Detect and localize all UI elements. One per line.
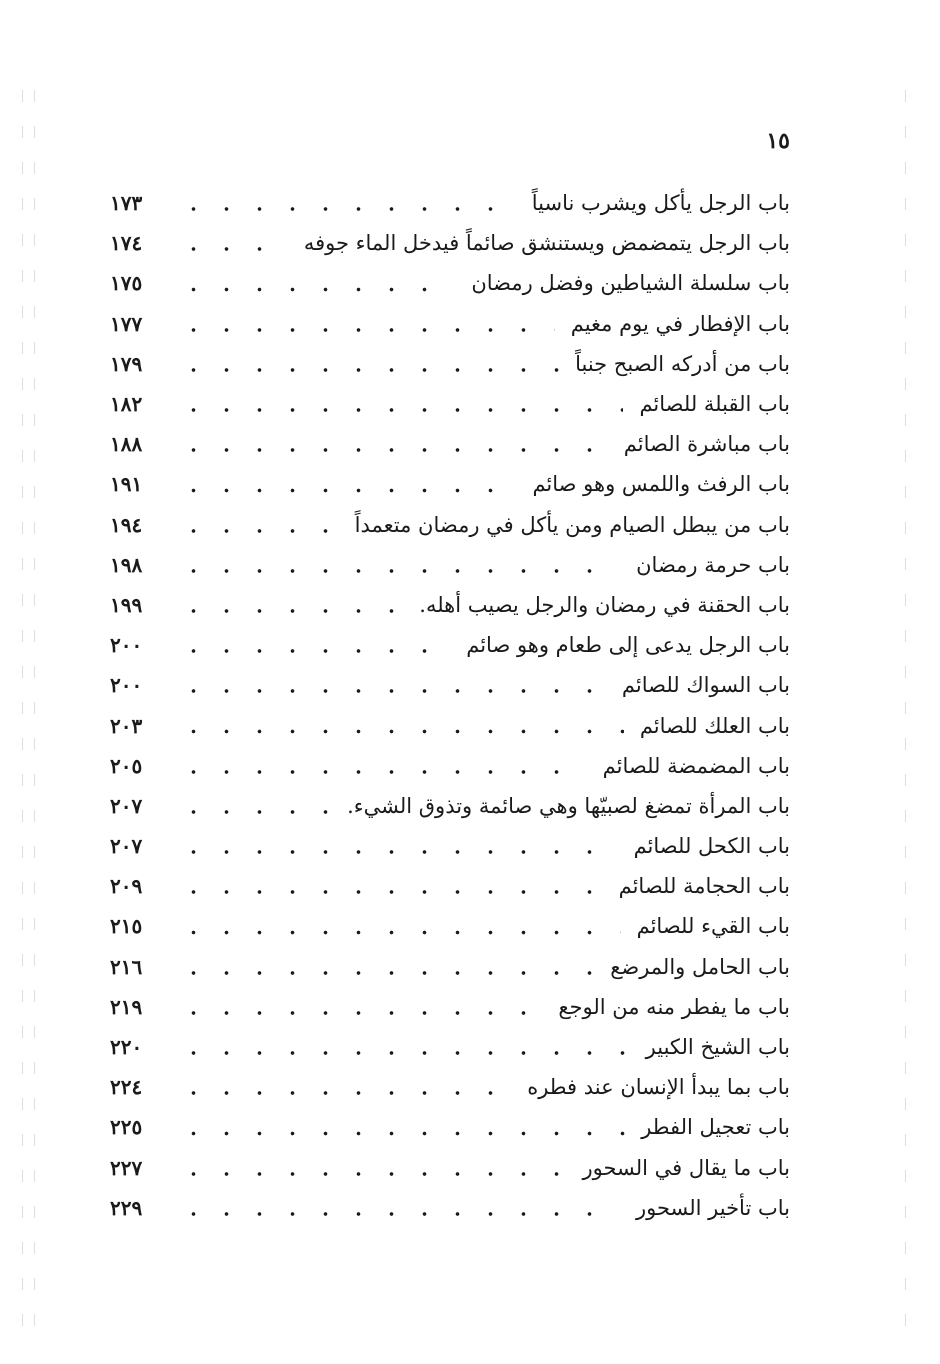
- toc-entry-page-number: ١٩١: [110, 472, 143, 497]
- dot-leader: [177, 545, 620, 585]
- toc-entry-title: باب تأخير السحور: [635, 1195, 790, 1220]
- toc-entry-title: باب الإفطار في يوم مغيم: [570, 311, 790, 336]
- toc-entry-page-number: ٢٠٣: [110, 713, 143, 738]
- dot-leader: [177, 505, 339, 545]
- left-margin-scan-marks: [22, 90, 23, 1330]
- toc-entry-title: باب حرمة رمضان: [636, 552, 790, 577]
- dot-leader: [177, 384, 623, 424]
- toc-entry-title: باب من أدركه الصبح جنباً: [575, 351, 790, 376]
- toc-entry-title: باب القبلة للصائم: [639, 392, 790, 417]
- toc-entry-page-number: ٢٢٠: [110, 1035, 143, 1060]
- dot-leader: [177, 424, 608, 464]
- toc-entry: [110, 705, 790, 745]
- toc-entry-title: باب ما يقال في السحور: [582, 1155, 790, 1180]
- toc-entry-page-number: ١٧٤: [110, 231, 143, 256]
- toc-entry-page-number: ١٧٩: [110, 351, 143, 376]
- dot-leader: [177, 263, 455, 303]
- toc-entry: [110, 947, 790, 987]
- toc-entry-title: باب الرفث واللمس وهو صائم: [532, 472, 790, 497]
- dot-leader: [177, 1027, 630, 1067]
- dot-leader: [177, 906, 621, 946]
- toc-entry: [110, 545, 790, 585]
- toc-entry: [110, 263, 790, 303]
- toc-entry-page-number: ٢١٩: [110, 994, 143, 1019]
- dot-leader: [177, 223, 288, 263]
- dot-leader: [177, 1148, 566, 1188]
- toc-entry: [110, 183, 790, 223]
- toc-entry-title: باب الشيخ الكبير: [645, 1035, 790, 1060]
- toc-entry: [110, 625, 790, 665]
- toc-entry-title: باب القيء للصائم: [636, 914, 790, 939]
- toc-entry-page-number: ٢٠٠: [110, 633, 143, 658]
- dot-leader: [177, 786, 331, 826]
- dot-leader: [177, 947, 594, 987]
- toc-entry-page-number: ٢٢٩: [110, 1195, 143, 1220]
- dot-leader: [177, 705, 624, 745]
- toc-entry-page-number: ١٨٨: [110, 432, 143, 457]
- dot-leader: [177, 866, 603, 906]
- left-margin-scan-marks-2: [34, 90, 35, 1330]
- toc-entry: [110, 505, 790, 545]
- toc-entry-page-number: ١٨٢: [110, 392, 143, 417]
- dot-leader: [177, 304, 555, 344]
- dot-leader: [177, 585, 403, 625]
- toc-entry: [110, 223, 790, 263]
- toc-entry-page-number: ٢٠٥: [110, 753, 143, 778]
- toc-entry-title: باب الكحل للصائم: [633, 834, 790, 859]
- toc-entry-title: باب المضمضة للصائم: [602, 753, 790, 778]
- toc-entry-page-number: ٢٢٧: [110, 1155, 143, 1180]
- toc-entry-title: باب الرجل يأكل ويشرب ناسياً: [531, 191, 790, 216]
- dot-leader: [177, 183, 516, 223]
- toc-entry: [110, 585, 790, 625]
- toc-entry-page-number: ١٩٨: [110, 552, 143, 577]
- toc-entry-title: باب الحجامة للصائم: [618, 874, 790, 899]
- toc-entry-page-number: ٢٢٤: [110, 1075, 143, 1100]
- toc-entry-page-number: ١٧٧: [110, 311, 143, 336]
- dot-leader: [177, 1188, 620, 1228]
- toc-entry-title: باب الرجل يدعى إلى طعام وهو صائم: [466, 633, 790, 658]
- page-number: ١٥: [766, 128, 790, 154]
- toc-entry: [110, 987, 790, 1027]
- toc-entry-page-number: ٢١٦: [110, 954, 143, 979]
- dot-leader: [177, 746, 587, 786]
- toc-entry-page-number: ١٩٤: [110, 512, 143, 537]
- toc-entry-page-number: ٢٢٥: [110, 1115, 143, 1140]
- dot-leader: [177, 665, 606, 705]
- toc-entry: [110, 1148, 790, 1188]
- toc-entry: [110, 826, 790, 866]
- dot-leader: [177, 987, 542, 1027]
- dot-leader: [177, 1107, 625, 1147]
- toc-entry: [110, 866, 790, 906]
- toc-entry-page-number: ٢١٥: [110, 914, 143, 939]
- toc-entry-title: باب العلك للصائم: [639, 713, 790, 738]
- toc-entry-title: باب الرجل يتمضمض ويستنشق صائماً فيدخل الماء جوفه: [303, 231, 790, 256]
- dot-leader: [177, 344, 559, 384]
- toc-entry-title: باب سلسلة الشياطين وفضل رمضان: [471, 271, 790, 296]
- toc-entry-title: باب من يبطل الصيام ومن يأكل في رمضان متعمداً: [354, 512, 790, 537]
- dot-leader: [177, 625, 450, 665]
- dot-leader: [177, 1067, 511, 1107]
- toc-entry: [110, 304, 790, 344]
- toc-entry: [110, 464, 790, 504]
- toc-entry: [110, 906, 790, 946]
- toc-entry: [110, 1067, 790, 1107]
- toc-entry-title: باب السواك للصائم: [621, 673, 790, 698]
- toc-entry: [110, 424, 790, 464]
- dot-leader: [177, 826, 618, 866]
- toc-entry: [110, 665, 790, 705]
- toc-entry: [110, 746, 790, 786]
- table-of-contents: [110, 183, 790, 1228]
- toc-entry-title: باب الحامل والمرضع: [610, 954, 790, 979]
- toc-entry-title: باب المرأة تمضغ لصبيّها وهي صائمة وتذوق الشيء.: [347, 793, 790, 818]
- toc-entry-page-number: ١٧٥: [110, 271, 143, 296]
- toc-entry-page-number: ٢٠٩: [110, 874, 143, 899]
- toc-entry: [110, 1027, 790, 1067]
- toc-entry-page-number: ١٧٣: [110, 191, 143, 216]
- toc-entry: [110, 384, 790, 424]
- right-margin-scan-marks: [905, 90, 906, 1330]
- toc-entry-title: باب الحقنة في رمضان والرجل يصيب أهله.: [419, 592, 790, 617]
- dot-leader: [177, 464, 516, 504]
- toc-entry-title: باب بما يبدأ الإنسان عند فطره: [527, 1075, 790, 1100]
- toc-entry: [110, 786, 790, 826]
- toc-entry-title: باب ما يفطر منه من الوجع: [558, 994, 790, 1019]
- toc-entry: [110, 1188, 790, 1228]
- toc-entry-page-number: ٢٠٧: [110, 793, 143, 818]
- toc-entry: [110, 1107, 790, 1147]
- toc-entry-page-number: ٢٠٧: [110, 834, 143, 859]
- toc-entry-title: باب تعجيل الفطر: [641, 1115, 790, 1140]
- toc-entry-title: باب مباشرة الصائم: [623, 432, 790, 457]
- toc-entry: [110, 344, 790, 384]
- toc-entry-page-number: ١٩٩: [110, 592, 143, 617]
- toc-entry-page-number: ٢٠٠: [110, 673, 143, 698]
